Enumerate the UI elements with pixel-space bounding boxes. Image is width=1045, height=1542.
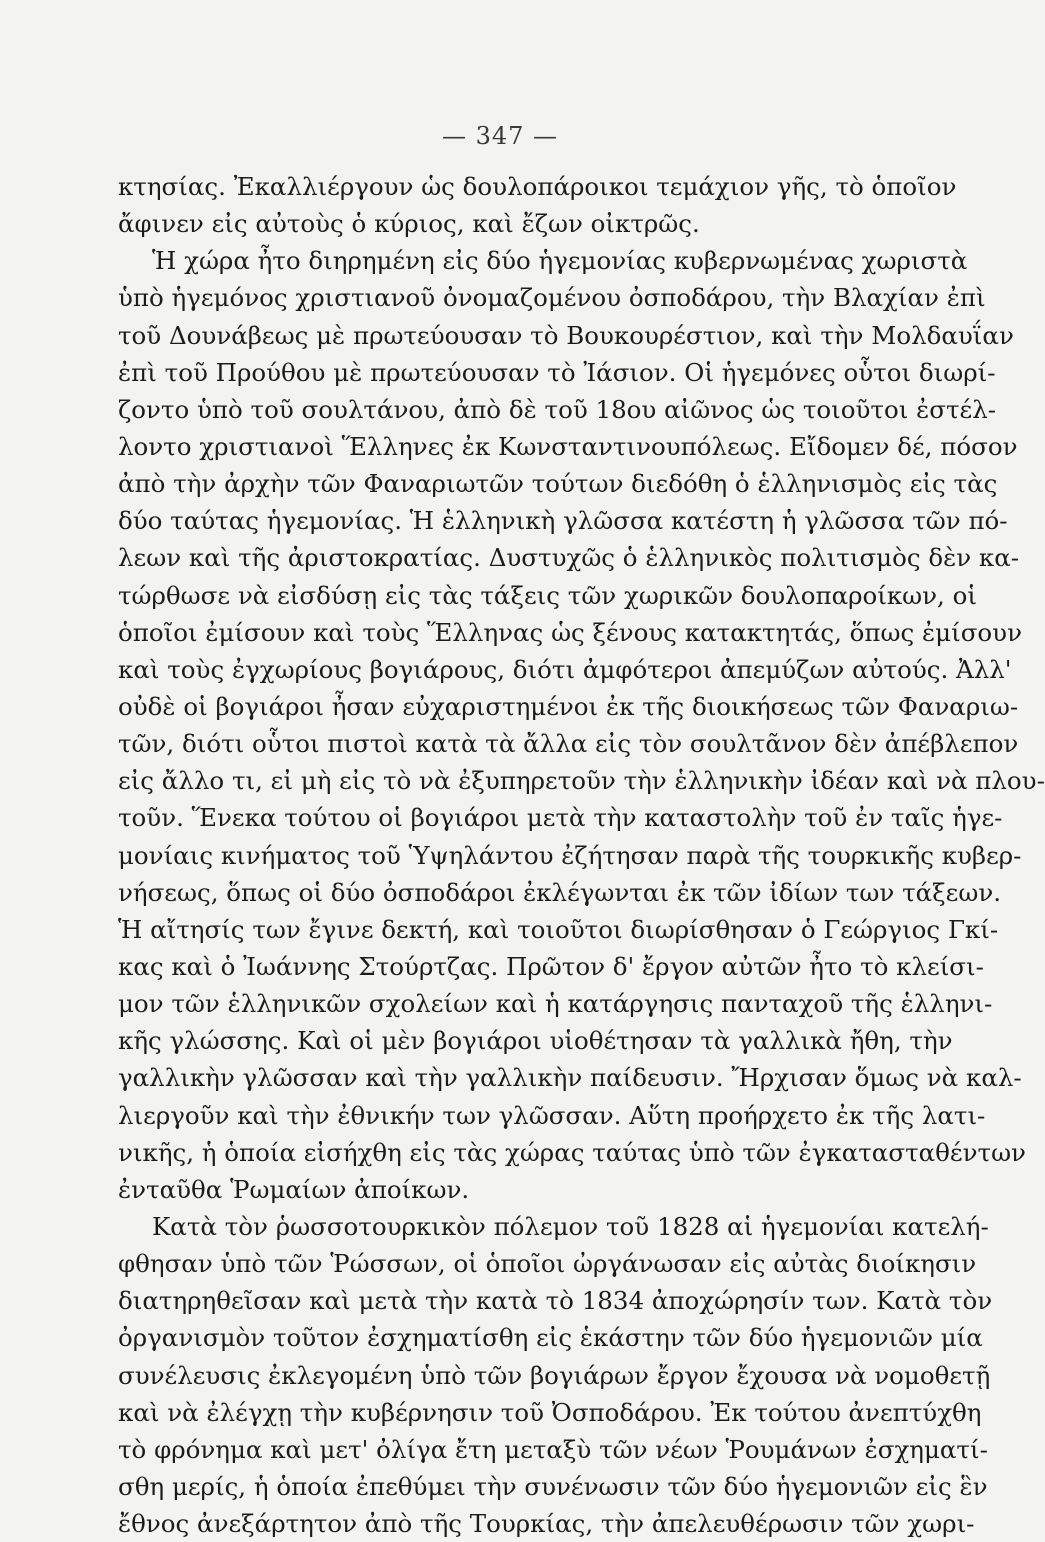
text-line: καὶ νὰ ἐλέγχῃ τὴν κυβέρνησιν τοῦ Ὀσποδάρου. Ἐκ τούτου ἀνεπτύχθη [118, 1397, 982, 1427]
text-line: κῆς γλώσσης. Καὶ οἱ μὲν βογιάροι υἱοθέτησαν τὰ γαλλικὰ ἤθη, τὴν [118, 1026, 953, 1056]
text-line: κας καὶ ὁ Ἰωάννης Στούρτζας. Πρῶτον δ' ἔργον αὐτῶν ἦτο τὸ κλείσι- [118, 951, 984, 981]
text-line: ὁποῖοι ἐμίσουν καὶ τοὺς Ἕλληνας ὡς ξένους κατακτητάς, ὅπως ἐμίσουν [118, 617, 1022, 647]
text-line: τοῦν. Ἕνεκα τούτου οἱ βογιάροι μετὰ τὴν καταστολὴν τοῦ ἐν ταῖς ἡγε- [118, 803, 1003, 833]
text-line: ζοντο ὑπὸ τοῦ σουλτάνου, ἀπὸ δὲ τοῦ 18ου αἰῶνος ὡς τοιοῦτοι ἐστέλ- [118, 394, 997, 424]
text-line: ὀργανισμὸν τοῦτον ἐσχηματίσθη εἰς ἑκάστην τῶν δύο ἡγεμονιῶν μία [118, 1323, 983, 1353]
text-line: Ἡ χώρα ἦτο διηρημένη εἰς δύο ἡγεμονίας κυβερνωμένας χωριστὰ [152, 246, 968, 276]
text-line: δύο ταύτας ἡγεμονίας. Ἡ ἑλληνικὴ γλῶσσα κατέστη ἡ γλῶσσα τῶν πό- [118, 506, 1008, 536]
text-line: τώρθωσε νὰ εἰσδύσῃ εἰς τὰς τάξεις τῶν χωρικῶν δουλοπαροίκων, οἱ [118, 580, 977, 610]
text-line: ἔθνος ἀνεξάρτητον ἀπὸ τῆς Τουρκίας, τὴν ἀπελευθέρωσιν τῶν χωρι- [118, 1509, 975, 1539]
text-line: εἰς ἄλλο τι, εἰ μὴ εἰς τὸ νὰ ἐξυπηρετοῦν τὴν ἑλληνικὴν ἰδέαν καὶ νὰ πλου- [118, 766, 1045, 796]
text-line: σθη μερίς, ἡ ὁποία ἐπεθύμει τὴν συνένωσιν τῶν δύο ἡγεμονιῶν εἰς ἓν [118, 1471, 988, 1501]
text-line: λιεργοῦν καὶ τὴν ἐθνικήν των γλῶσσαν. Αὕτη προήρχετο ἐκ τῆς λατι- [118, 1100, 986, 1130]
text-line: τὸ φρόνημα καὶ μετ' ὀλίγα ἔτη μεταξὺ τῶν νέων Ῥουμάνων ἐσχηματί- [118, 1434, 988, 1464]
text-line: οὐδὲ οἱ βογιάροι ἦσαν εὐχαριστημένοι ἐκ τῆς διοικήσεως τῶν Φαναριω- [118, 691, 1019, 721]
text-line: κτησίας. Ἐκαλλιέργουν ὡς δουλοπάροικοι τεμάχιον γῆς, τὸ ὁποῖον [118, 172, 957, 201]
text-line: καὶ τοὺς ἐγχωρίους βογιάρους, διότι ἀμφότεροι ἀπεμύζων αὐτούς. Ἀλλ' [118, 654, 1012, 684]
text-line: τῶν, διότι οὗτοι πιστοὶ κατὰ τὰ ἄλλα εἰς τὸν σουλτᾶνον δὲν ἀπέβλεπον [118, 729, 1019, 759]
text-line: μον τῶν ἑλληνικῶν σχολείων καὶ ἡ κατάργησις πανταχοῦ τῆς ἑλληνι- [118, 989, 993, 1019]
text-line: διατηρηθεῖσαν καὶ μετὰ τὴν κατὰ τὸ 1834 ἀποχώρησίν των. Κατὰ τὸν [118, 1286, 993, 1316]
text-line: νήσεως, ὅπως οἱ δύο ὀσποδάροι ἐκλέγωνται ἐκ τῶν ἰδίων των τάξεων. [118, 877, 1002, 907]
text-line: ἄφινεν εἰς αὐτοὺς ὁ κύριος, καὶ ἔζων οἰκτρῶς. [118, 209, 700, 239]
text-line: Ἡ αἴτησίς των ἔγινε δεκτή, καὶ τοιοῦτοι διωρίσθησαν ὁ Γεώργιος Γκί- [118, 914, 999, 944]
body-text [118, 168, 1045, 1542]
text-line: ἐνταῦθα Ῥωμαίων ἀποίκων. [118, 1174, 470, 1204]
text-line: ἀπὸ τὴν ἀρχὴν τῶν Φαναριωτῶν τούτων διεδόθη ὁ ἑλληνισμὸς εἰς τὰς [118, 469, 998, 499]
text-line: γαλλικὴν γλῶσσαν καὶ τὴν γαλλικὴν παίδευσιν. Ἤρχισαν ὅμως νὰ καλ- [118, 1063, 1022, 1093]
text-line: λεων καὶ τῆς ἀριστοκρατίας. Δυστυχῶς ὁ ἑλληνικὸς πολιτισμὸς δὲν κα- [118, 543, 1020, 573]
text-line: συνέλευσις ἐκλεγομένη ὑπὸ τῶν βογιάρων ἔργον ἔχουσα νὰ νομοθετῇ [118, 1360, 991, 1390]
text-line: φθησαν ὑπὸ τῶν Ῥώσσων, οἱ ὁποῖοι ὠργάνωσαν εἰς αὐτὰς διοίκησιν [118, 1249, 977, 1279]
text-line: μονίαις κινήματος τοῦ Ὑψηλάντου ἐζήτησαν παρὰ τῆς τουρκικῆς κυβερ- [118, 840, 1022, 870]
page-number: — 347 — [441, 122, 559, 150]
text-line: ἐπὶ τοῦ Προύθου μὲ πρωτεύουσαν τὸ Ἰάσιον. Οἱ ἡγεμόνες οὗτοι διωρί- [118, 357, 996, 387]
text-line: λοντο χριστιανοὶ Ἕλληνες ἐκ Κωνσταντινουπόλεως. Εἴδομεν δέ, πόσον [118, 431, 1018, 461]
text-line: ὑπὸ ἡγεμόνος χριστιανοῦ ὀνομαζομένου ὀσποδάρου, τὴν Βλαχίαν ἐπὶ [118, 283, 986, 313]
text-line: νικῆς, ἡ ὁποία εἰσήχθη εἰς τὰς χώρας ταύτας ὑπὸ τῶν ἐγκατασταθέντων [118, 1137, 1026, 1167]
text-line: Κατὰ τὸν ῥωσσοτουρκικὸν πόλεμον τοῦ 1828 αἱ ἡγεμονίαι κατελή- [152, 1211, 989, 1241]
text-line: τοῦ Δουνάβεως μὲ πρωτεύουσαν τὸ Βουκουρέστιον, καὶ τὴν Μολδαυΐαν [118, 320, 1014, 350]
